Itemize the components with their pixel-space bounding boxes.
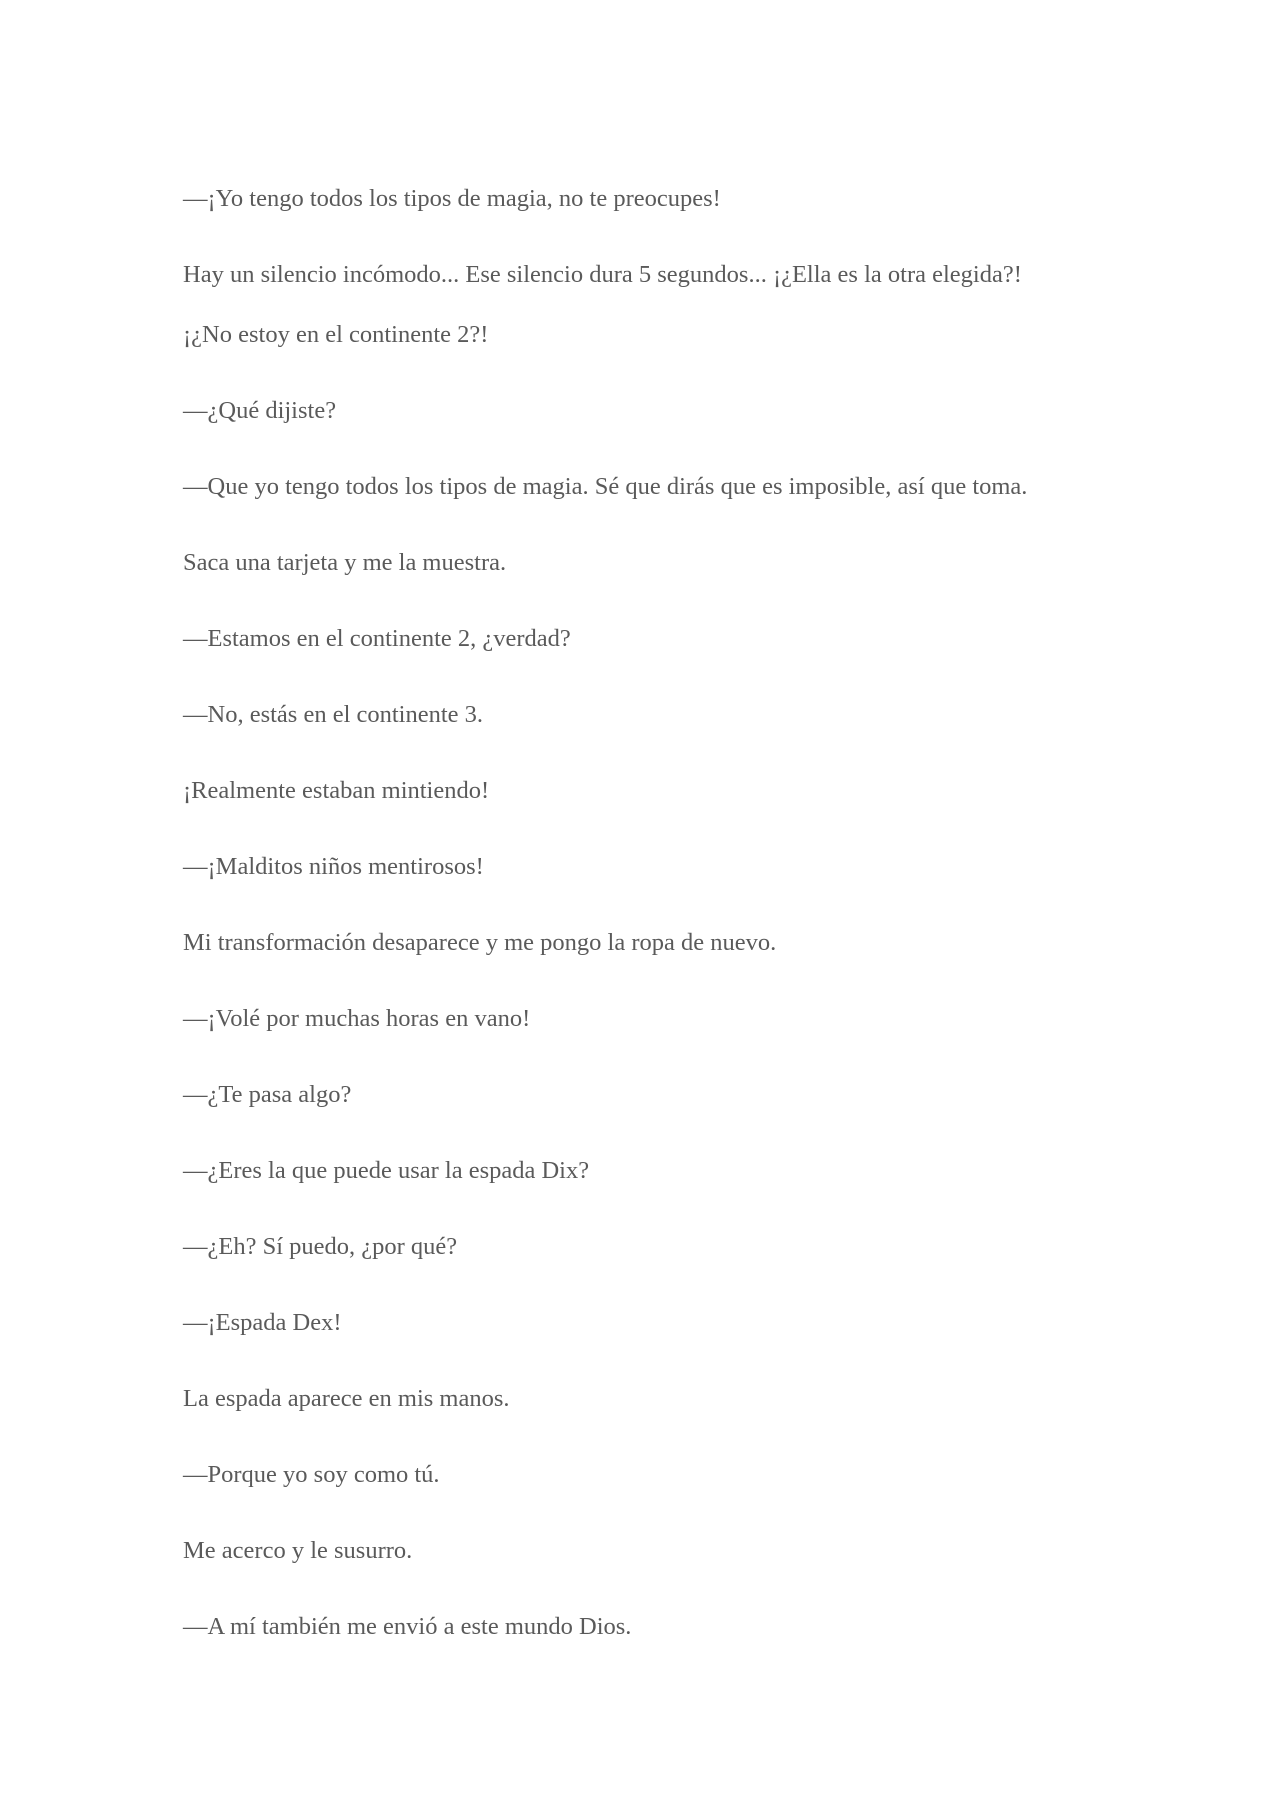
paragraph-9: ¡Realmente estaban mintiendo!	[183, 777, 490, 804]
paragraph-19: Me acerco y le susurro.	[183, 1537, 413, 1564]
paragraph-17: La espada aparece en mis manos.	[183, 1385, 510, 1412]
paragraph-15: —¿Eh? Sí puedo, ¿por qué?	[183, 1233, 458, 1260]
paragraph-11: Mi transformación desaparece y me pongo la ropa de nuevo.	[183, 929, 777, 956]
paragraph-16: —¡Espada Dex!	[183, 1309, 342, 1336]
paragraph-6: Saca una tarjeta y me la muestra.	[183, 549, 507, 576]
paragraph-12: —¡Volé por muchas horas en vano!	[183, 1005, 531, 1032]
paragraph-10: —¡Malditos niños mentirosos!	[183, 853, 484, 880]
paragraph-5: —Que yo tengo todos los tipos de magia. Sé que dirás que es imposible, así que toma.	[183, 473, 1028, 500]
paragraph-3: ¡¿No estoy en el continente 2?!	[183, 321, 489, 348]
paragraph-2: Hay un silencio incómodo... Ese silencio dura 5 segundos... ¡¿Ella es la otra elegida?!	[183, 261, 1022, 288]
paragraph-8: —No, estás en el continente 3.	[183, 701, 484, 728]
paragraph-14: —¿Eres la que puede usar la espada Dix?	[183, 1157, 590, 1184]
paragraph-13: —¿Te pasa algo?	[183, 1081, 352, 1108]
paragraph-7: —Estamos en el continente 2, ¿verdad?	[183, 625, 571, 652]
paragraph-18: —Porque yo soy como tú.	[183, 1461, 440, 1488]
paragraph-1: —¡Yo tengo todos los tipos de magia, no te preocupes!	[183, 185, 721, 212]
paragraph-20: —A mí también me envió a este mundo Dios.	[183, 1613, 632, 1640]
paragraph-4: —¿Qué dijiste?	[183, 397, 337, 424]
